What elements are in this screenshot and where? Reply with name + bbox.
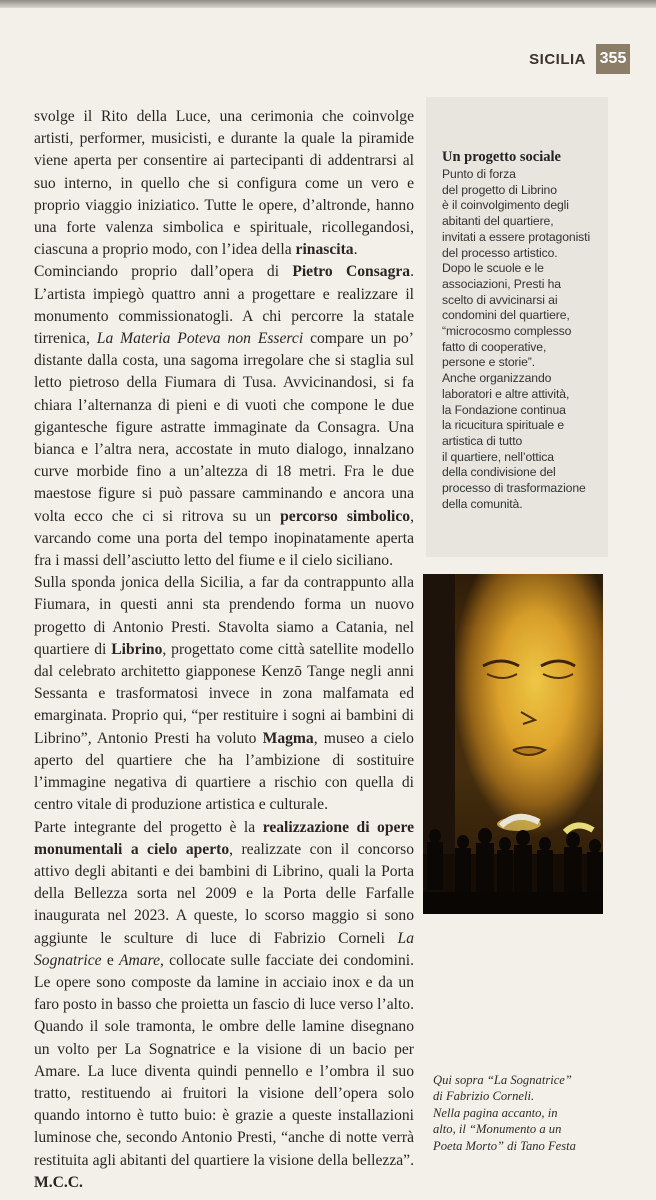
- caption-line: Qui sopra “La Sognatrice”: [433, 1073, 572, 1087]
- text-run: , realizzate con il concorso attivo degli abitanti e dei bambini di Librino, quali la Porta della Bellezza sorta nel 2009 e la Porta delle Farfalle inaugurata nel 2023. A queste, lo scorso maggio si sono aggiunte le sculture di luce di Fabrizio Corneli: [34, 840, 415, 947]
- text-run: , collocate sulle facciate dei condomini. Le opere sono composte da lamine in acciaio inox e da un faro posto in basso che proietta un fascio di luce verso l’alto. Quando il sole tramonta, le ombre delle lamine disegnano un volto per La Sognatrice e la visione di un bacio per Amare. La luce diventa quindi pennello e l’ombra il suo tratto, restituendo ai fruitori la visione dell’opera solo quando intorno è tutto buio: è grazie a queste installazioni luminose che, secondo Antonio Presti, “anche di notte verrà restituita agli abitanti del quartiere la visione della bellezza”.: [34, 951, 415, 1169]
- article-body: [34, 106, 414, 1194]
- text-run: Parte integrante del progetto è la: [34, 818, 263, 836]
- page-number: 355: [596, 44, 630, 74]
- article-paragraph: [34, 817, 414, 1194]
- sidebar-title: Un progetto sociale: [442, 149, 561, 165]
- sidebar-line: del processo artistico.: [442, 245, 558, 260]
- text-run: .: [353, 241, 358, 259]
- sidebar-line: della comunità.: [442, 496, 523, 511]
- emphasis-italic: La Materia Poteva non Esserci: [96, 330, 304, 348]
- sidebar-line: del progetto di Librino: [442, 182, 557, 197]
- sidebar-line: Punto di forza: [442, 167, 516, 181]
- text-run: e: [101, 951, 119, 969]
- text-run: . L’artista impiegò quattro anni a progettare e realizzare il monumento commissionatogli. A chi percorre la statale tirrenica,: [34, 263, 414, 348]
- sidebar-text: [442, 167, 602, 512]
- text-run: Cominciando proprio dall’opera di: [34, 263, 293, 281]
- running-header: [529, 44, 630, 74]
- caption-line: di Fabrizio Corneli.: [433, 1089, 535, 1104]
- sidebar-line: persone e storie”.: [442, 355, 536, 370]
- sidebar-line: della condivisione del: [442, 465, 556, 480]
- emphasis-bold: M.C.C.: [34, 1173, 83, 1191]
- article-paragraph: [34, 261, 414, 572]
- sidebar-line: associazioni, Presti ha: [442, 276, 561, 291]
- sidebar-line: artistica di tutto: [442, 433, 523, 448]
- sidebar-line: la ricucitura spirituale e: [442, 418, 565, 433]
- article-paragraph: [34, 572, 414, 816]
- photo-caption: [433, 1072, 603, 1154]
- sidebar-line: condomini del quartiere,: [442, 308, 570, 323]
- text-run: , progettato come città satellite modello dal celebrato architetto giapponese Kenzō Tange negli anni Sessanta e trasformatosi invece in zona malfamata ed emarginata. Proprio qui, “per restituire i sogni ai bambini di Librino”, Antonio Presti ha voluto: [34, 640, 414, 747]
- text-run: svolge il Rito della Luce, una cerimonia che coinvolge artisti, performer, musicisti, e durante la quale la piramide viene aperta per consentire ai partecipanti di addentrarsi al suo interno, in quello che si configura come un vero e proprio viaggio iniziatico. Tutte le opere, d’altronde, hanno una forte valenza simbolica e spirituale, ricollegandosi, ciascuna a proprio modo, con l’idea della: [34, 108, 414, 259]
- caption-line: Nella pagina accanto, in: [433, 1105, 558, 1120]
- text-run: , varcando come una porta del tempo inopinatamente aperta fra i massi dell’asciutto letto del fiume e il cielo siciliano.: [34, 507, 415, 570]
- sidebar-line: la Fondazione continua: [442, 402, 566, 417]
- sidebar-line: “microcosmo complesso: [442, 324, 572, 339]
- section-name: SICILIA: [529, 50, 586, 68]
- text-run: compare un po’ distante dalla costa, una sagoma irregolare che si staglia sul letto pietroso della Fiumara di Tusa. Avvicinandosi, si fa chiara l’alternanza di pieni e di vuoti che compone le due gigantesche figure astratte immaginate da Consagra. Una bianca e l’altra nera, accostate in muto dialogo, innalzano curve morbide fino a un’altezza di 18 metri. Fra le due maestose figure si può passare camminando e ancora una volta ecco che ci si ritrova su un: [34, 330, 414, 525]
- text-run: , museo a cielo aperto del quartiere che ha l’ambizione di sostituire l’immagine negativa di quartiere a rischio con quella di centro vitale di produzione artistica e culturale.: [34, 729, 414, 814]
- sidebar-line: invitati a essere protagonisti: [442, 229, 591, 244]
- sidebar-line: è il coinvolgimento degli: [442, 198, 569, 213]
- emphasis-italic: Amare: [119, 951, 160, 969]
- emphasis-bold: realizzazione di opere monumentali a cielo aperto: [34, 818, 415, 858]
- sidebar-line: Anche organizzando: [442, 371, 552, 386]
- sidebar-box: [426, 97, 608, 557]
- emphasis-bold: Pietro Consagra: [292, 263, 411, 281]
- caption-line: alto, il “Monumento a un: [433, 1122, 562, 1137]
- text-run: Sulla sponda jonica della Sicilia, a far da contrappunto alla Fiumara, in questi anni sta prendendo forma un nuovo progetto di Antonio Presti. Stavolta siamo a Catania, nel quartiere di: [34, 574, 414, 658]
- emphasis-bold: Librino: [111, 640, 163, 658]
- emphasis-bold: Magma: [262, 729, 314, 747]
- emphasis-bold: percorso simbolico: [280, 507, 411, 525]
- sidebar-line: scelto di avvicinarsi ai: [442, 292, 558, 307]
- emphasis-bold: rinascita: [295, 241, 354, 259]
- sidebar-line: il quartiere, nell’ottica: [442, 449, 554, 464]
- photo-illustration: [423, 574, 603, 914]
- sidebar-line: abitanti del quartiere,: [442, 214, 554, 229]
- sidebar-line: Dopo le scuole e le: [442, 261, 544, 276]
- sidebar-line: fatto di cooperative,: [442, 339, 547, 354]
- article-paragraph: [34, 106, 414, 261]
- page-top-edge: [0, 0, 656, 8]
- emphasis-italic: La Sognatrice: [34, 929, 414, 969]
- caption-line: Poeta Morto” di Tano Festa: [433, 1138, 576, 1153]
- sidebar-line: processo di trasformazione: [442, 481, 586, 496]
- sognatrice-photo: [423, 574, 603, 914]
- sidebar-line: laboratori e altre attività,: [442, 386, 570, 401]
